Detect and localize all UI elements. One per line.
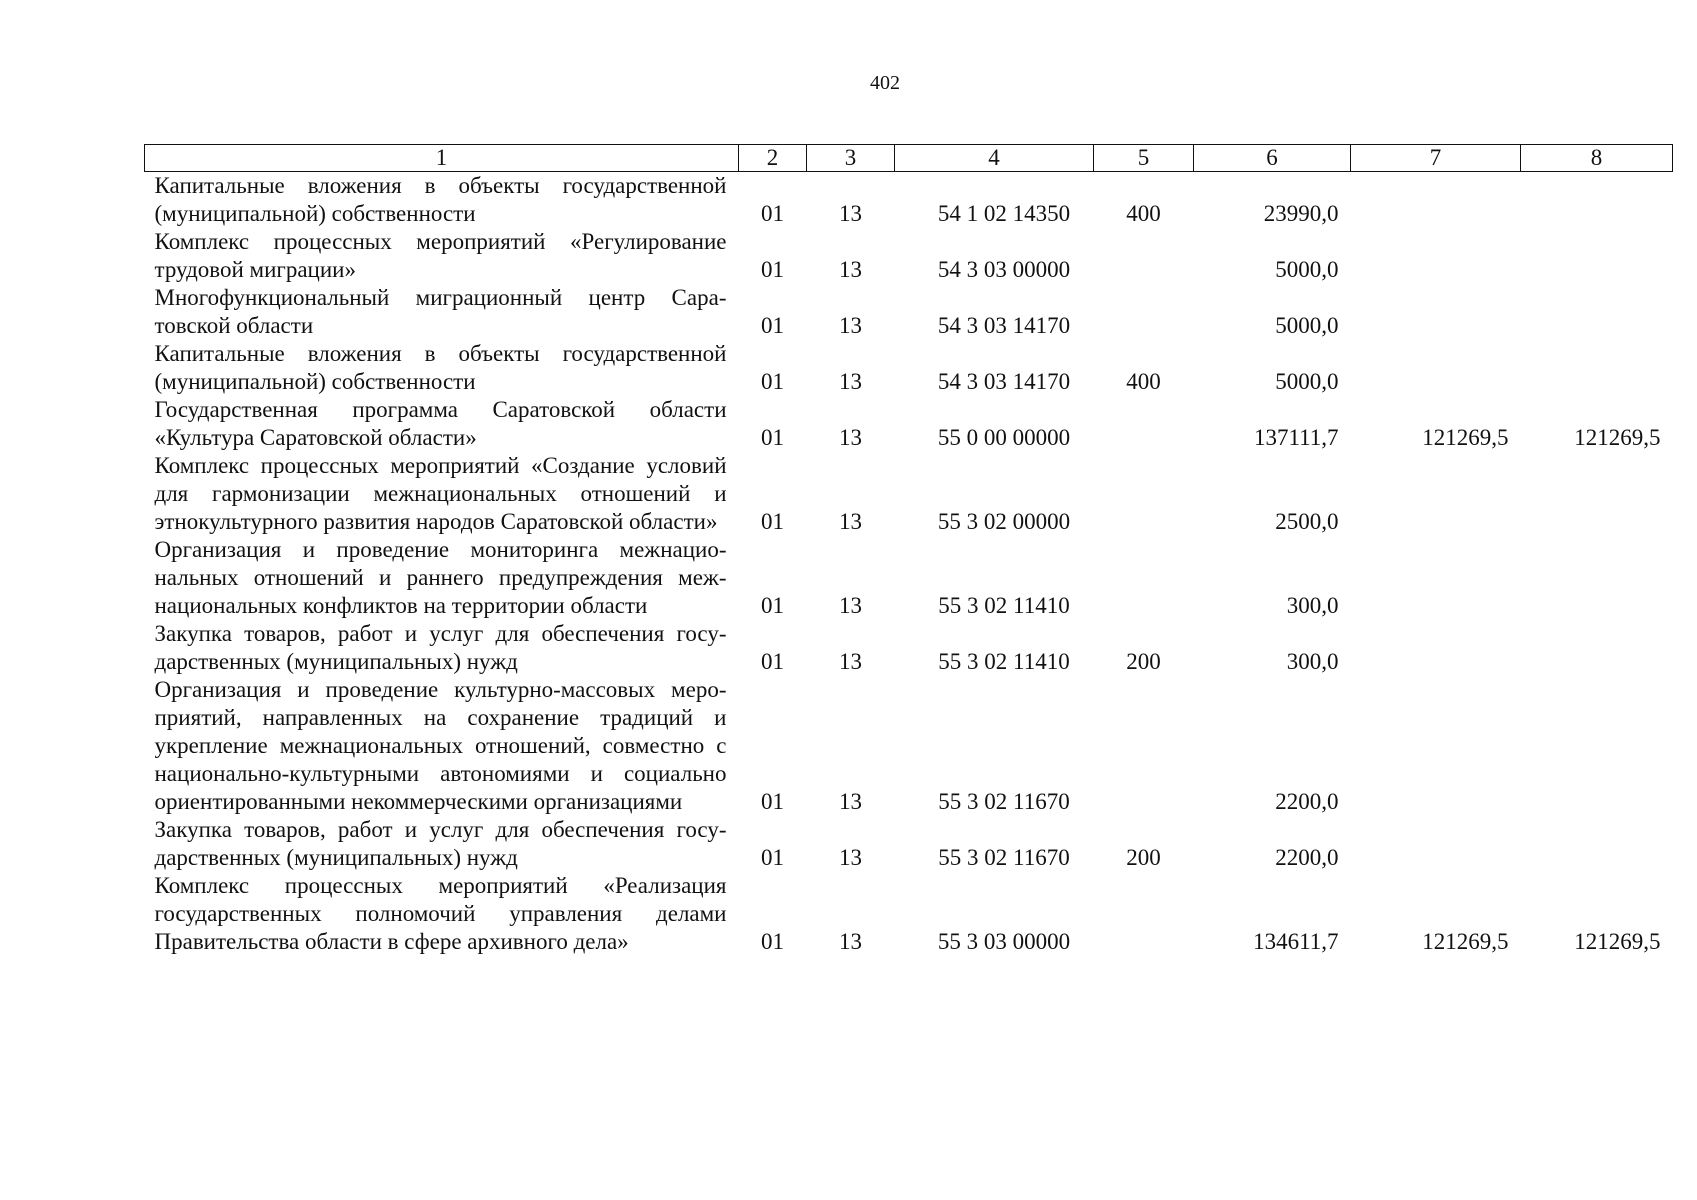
header-col-7: 7	[1351, 145, 1521, 172]
row-expense-type: 200	[1126, 845, 1161, 870]
row-subsection: 13	[839, 649, 862, 674]
row-amount-8	[1521, 452, 1673, 536]
row-section: 01	[761, 845, 784, 870]
row-expense-type	[1094, 284, 1194, 340]
row-amount-7	[1351, 816, 1521, 872]
table-row	[145, 172, 1673, 229]
table-row	[145, 228, 1673, 284]
row-target-code: 55 3 02 11670	[938, 845, 1070, 870]
header-col-1: 1	[145, 145, 739, 172]
row-expense-type	[1094, 536, 1194, 620]
table-row	[145, 452, 1673, 536]
row-target-code: 55 3 03 00000	[937, 929, 1071, 954]
row-amount-8	[1521, 676, 1673, 816]
row-subsection: 13	[839, 929, 862, 954]
row-target-code: 55 3 02 11410	[938, 649, 1070, 674]
row-expense-type: 400	[1126, 201, 1161, 226]
row-amount-8	[1521, 620, 1673, 676]
row-section: 01	[761, 593, 784, 618]
table-row	[145, 284, 1673, 340]
row-subsection: 13	[839, 369, 862, 394]
row-amount-7	[1351, 676, 1521, 816]
header-col-6: 6	[1194, 145, 1351, 172]
row-name: Комплекс процессных мероприятий «Создание условий для гармонизации межнациональных отношений и этнокультурного развития народов Саратовской области»	[154, 453, 727, 534]
row-amount-6: 137111,7	[1253, 425, 1339, 450]
row-section: 01	[761, 789, 784, 814]
row-amount-8: 121269,5	[1574, 425, 1661, 450]
row-section: 01	[761, 257, 784, 282]
header-col-4: 4	[895, 145, 1094, 172]
row-target-code: 55 0 00 00000	[937, 425, 1071, 450]
row-expense-type	[1094, 452, 1194, 536]
table-header	[145, 145, 1673, 172]
row-section: 01	[761, 929, 784, 954]
row-target-code: 55 3 02 11410	[938, 593, 1070, 618]
row-target-code: 55 3 02 11670	[938, 789, 1070, 814]
table-row	[145, 396, 1673, 452]
table-row	[145, 816, 1673, 872]
row-section: 01	[761, 509, 784, 534]
row-amount-7	[1351, 340, 1521, 396]
row-subsection: 13	[839, 257, 862, 282]
row-expense-type	[1094, 872, 1194, 956]
table-row	[145, 536, 1673, 620]
table-row	[145, 872, 1673, 956]
row-amount-7: 121269,5	[1422, 929, 1509, 954]
header-row	[145, 145, 1673, 172]
row-amount-7	[1351, 284, 1521, 340]
row-target-code: 54 3 03 00000	[937, 257, 1071, 282]
row-target-code: 54 3 03 14170	[937, 313, 1071, 338]
row-target-code: 54 1 02 14350	[937, 201, 1071, 226]
row-subsection: 13	[839, 509, 862, 534]
table-row	[145, 340, 1673, 396]
row-amount-6: 5000,0	[1275, 313, 1339, 338]
row-expense-type: 400	[1126, 369, 1161, 394]
row-subsection: 13	[839, 425, 862, 450]
row-amount-6: 300,0	[1286, 649, 1339, 674]
table-row	[145, 676, 1673, 816]
row-amount-8	[1521, 340, 1673, 396]
row-amount-6: 2200,0	[1275, 789, 1339, 814]
row-section: 01	[761, 313, 784, 338]
budget-table	[144, 144, 1673, 956]
header-col-8: 8	[1521, 145, 1673, 172]
header-col-3: 3	[807, 145, 895, 172]
row-expense-type	[1094, 676, 1194, 816]
row-name: Закупка товаров, работ и услуг для обеспечения государственных (муниципальных) нужд	[154, 817, 727, 870]
row-amount-7	[1351, 452, 1521, 536]
row-section: 01	[761, 369, 784, 394]
row-name: Организация и проведение мониторинга межнациональных отношений и раннего предупреждения межнациональных конфликтов на территории области	[154, 537, 727, 618]
row-amount-6: 2200,0	[1275, 845, 1339, 870]
row-amount-8	[1521, 536, 1673, 620]
row-amount-8	[1521, 816, 1673, 872]
row-section: 01	[761, 201, 784, 226]
row-name: Государственная программа Саратовской области «Культура Саратовской области»	[154, 397, 727, 450]
row-expense-type: 200	[1126, 649, 1161, 674]
row-amount-7	[1351, 620, 1521, 676]
row-amount-7	[1351, 228, 1521, 284]
row-name: Многофункциональный миграционный центр Саратовской области	[154, 285, 727, 338]
header-col-2: 2	[739, 145, 807, 172]
row-amount-7	[1351, 536, 1521, 620]
row-subsection: 13	[839, 845, 862, 870]
row-subsection: 13	[839, 201, 862, 226]
row-amount-6: 5000,0	[1275, 369, 1339, 394]
row-amount-7: 121269,5	[1422, 425, 1509, 450]
row-amount-6: 23990,0	[1263, 201, 1339, 226]
row-name: Капитальные вложения в объекты государственной (муниципальной) собственности	[154, 341, 727, 394]
row-amount-7	[1351, 172, 1521, 229]
row-amount-8	[1521, 228, 1673, 284]
table-body	[145, 172, 1673, 957]
row-amount-6: 300,0	[1286, 593, 1339, 618]
row-section: 01	[761, 425, 784, 450]
row-subsection: 13	[839, 789, 862, 814]
page-number: 402	[870, 72, 900, 94]
row-amount-6: 134611,7	[1253, 929, 1339, 954]
row-name: Комплекс процессных мероприятий «Регулирование трудовой миграции»	[154, 229, 727, 282]
row-name: Комплекс процессных мероприятий «Реализация государственных полномочий управления делами Правительства области в сфере архивного дела»	[154, 873, 727, 954]
table-row	[145, 620, 1673, 676]
row-amount-8	[1521, 284, 1673, 340]
row-target-code: 55 3 02 00000	[937, 509, 1071, 534]
row-subsection: 13	[839, 593, 862, 618]
row-subsection: 13	[839, 313, 862, 338]
row-amount-8	[1521, 172, 1673, 229]
row-amount-8: 121269,5	[1574, 929, 1661, 954]
row-amount-6: 5000,0	[1275, 257, 1339, 282]
row-section: 01	[761, 649, 784, 674]
row-name: Организация и проведение культурно-массовых мероприятий, направленных на сохранение традиций и укрепление межнациональных отношений, совместно с национально-культурными автономиями и социально ориентированными некоммерческими организациями	[154, 677, 727, 814]
row-name: Капитальные вложения в объекты государственной (муниципальной) собственности	[154, 173, 727, 226]
row-name: Закупка товаров, работ и услуг для обеспечения государственных (муниципальных) нужд	[154, 621, 727, 674]
row-expense-type	[1094, 228, 1194, 284]
row-expense-type	[1094, 396, 1194, 452]
row-target-code: 54 3 03 14170	[937, 369, 1071, 394]
row-amount-6: 2500,0	[1275, 509, 1339, 534]
header-col-5: 5	[1094, 145, 1194, 172]
